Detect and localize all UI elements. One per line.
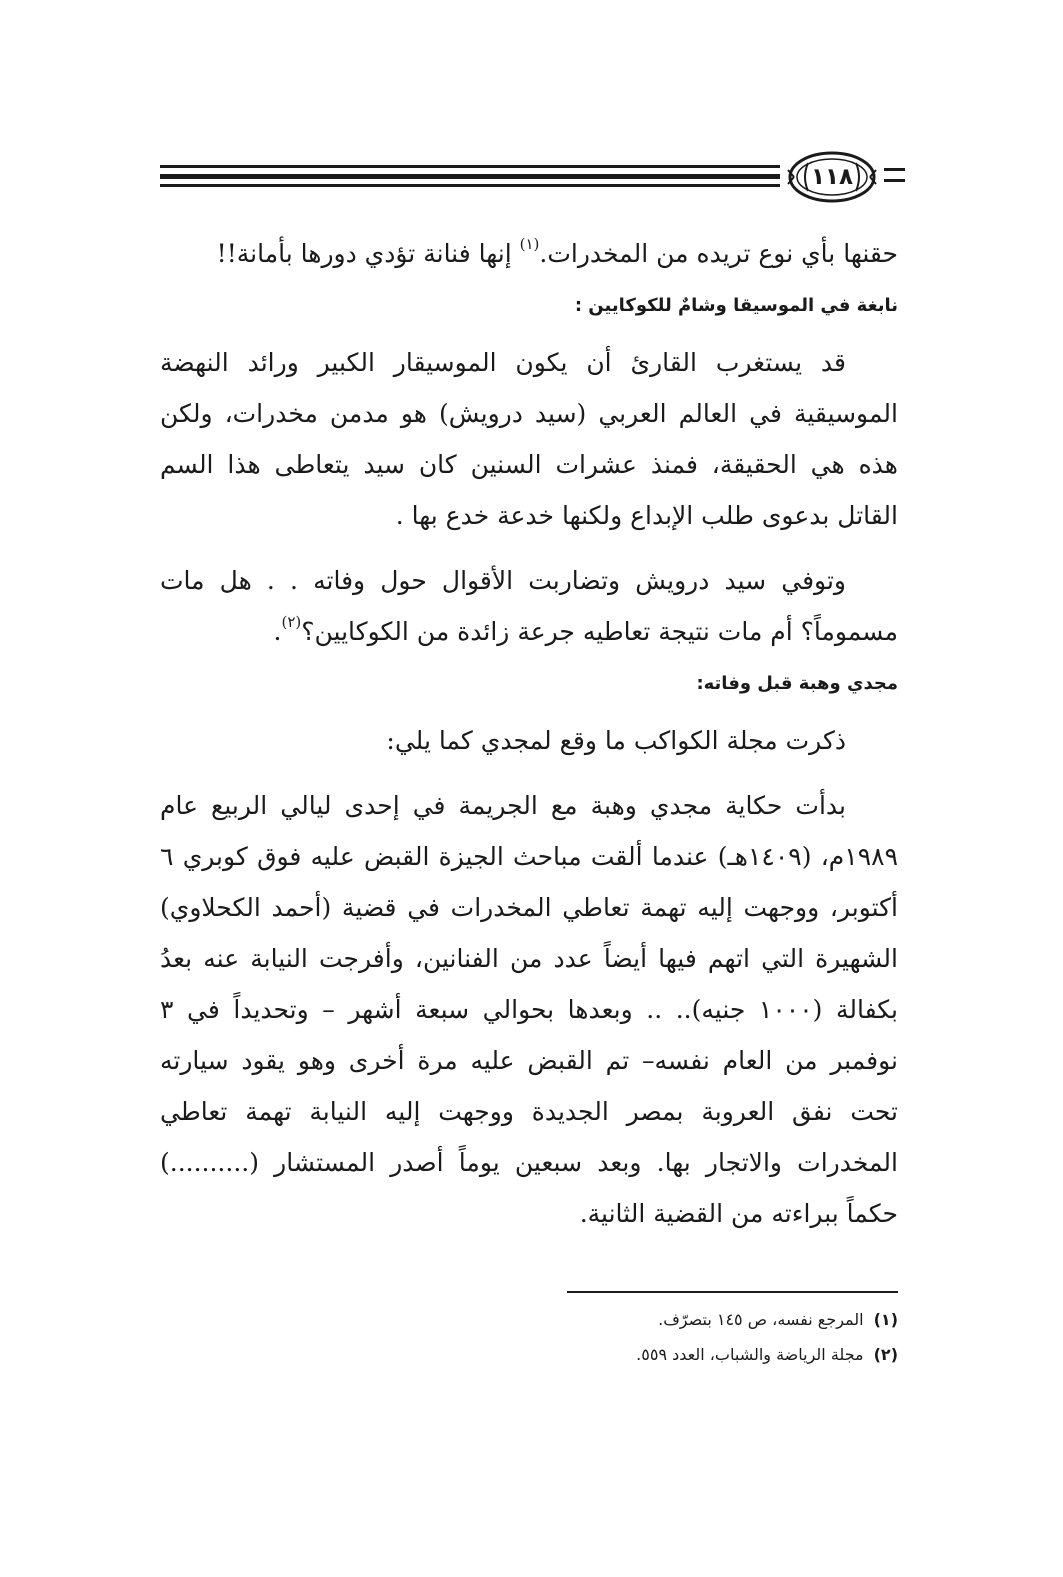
paragraph-3-text-a: وتوفي سيد درويش وتضاربت الأقوال حول وفاته . . هل مات مسموماً؟ أم مات نتيجة تعاطيه جرعة زائدة من الكوكايين؟ (160, 566, 898, 646)
paragraph-2: قد يستغرب القارئ أن يكون الموسيقار الكبير ورائد النهضة الموسيقية في العالم العربي (سيد درويش) هو مدمن مخدرات، ولكن هذه هي الحقيقة، فمنذ عشرات السنين كان سيد يتعاطى هذا السم القاتل بدعوى طلب الإبداع ولكنها خدعة خدع بها . (160, 348, 898, 530)
footnote-1-text: المرجع نفسه، ص ١٤٥ بتصرّف. (658, 1310, 864, 1329)
header-rule (160, 165, 780, 189)
subheading-sayed-darwish: نابغة في الموسيقا وشامٌ للكوكايين : (574, 295, 898, 316)
footnote-ref-1: (١) (519, 235, 540, 253)
paragraph-5: بدأت حكاية مجدي وهبة مع الجريمة في إحدى ليالي الربيع عام ١٩٨٩م، (١٤٠٩هـ) عندما ألقت مباحث الجيزة القبض عليه فوق كوبري ٦ أكتوبر، ووجهت إليه تهمة تعاطي المخدرات في قضية (أحمد الكحلاوي) الشهيرة التي اتهم فيها أيضاً عدد من الفنانين، وأفرجت النيابة عنه بعدُ بكفالة (١٠٠٠ جنيه).. .. وبعدها بحوالي سبعة أشهر – وتحديداً في ٣ نوفمبر من العام نفسه– تم القبض عليه مرة أخرى وهو يقود سيارته تحت نفق العروبة بمصر الجديدة ووجهت إليه النيابة تهمة تعاطي المخدرات والاتجار بها. وبعد سبعين يوماً أصدر المستشار (..........) حكماً ببراءته من القضية الثانية. (160, 791, 899, 1228)
subheading-magdy-wahba: مجدي وهبة قبل وفاته: (696, 673, 898, 694)
page-header (160, 148, 905, 206)
paragraph-1-text-b: إنها فنانة تؤدي دورها بأمانة!! (216, 239, 520, 268)
footnote-separator (567, 1291, 898, 1293)
footnotes (400, 1302, 898, 1372)
page-body (160, 228, 898, 1239)
footnote-1-marker: (١) (873, 1310, 898, 1329)
footnote-2-marker: (٢) (873, 1345, 898, 1364)
paragraph-1 (160, 228, 898, 279)
paragraph-3-text-b: . (273, 617, 282, 646)
paragraph-3 (160, 555, 898, 657)
page-number: ١١٨ (810, 164, 854, 190)
paragraph-1-text-a: حقنها بأي نوع تريده من المخدرات. (539, 239, 898, 268)
paragraph-4: ذكرت مجلة الكواكب ما وقع لمجدي كما يلي: (386, 726, 846, 755)
page-number-badge (786, 150, 878, 204)
footnote-2 (400, 1337, 898, 1372)
footnote-ref-2: (٢) (281, 613, 302, 631)
footnote-1 (400, 1302, 898, 1337)
header-tail-rule (884, 168, 905, 190)
footnote-2-text: مجلة الرياضة والشباب، العدد ٥٥٩. (636, 1345, 864, 1364)
